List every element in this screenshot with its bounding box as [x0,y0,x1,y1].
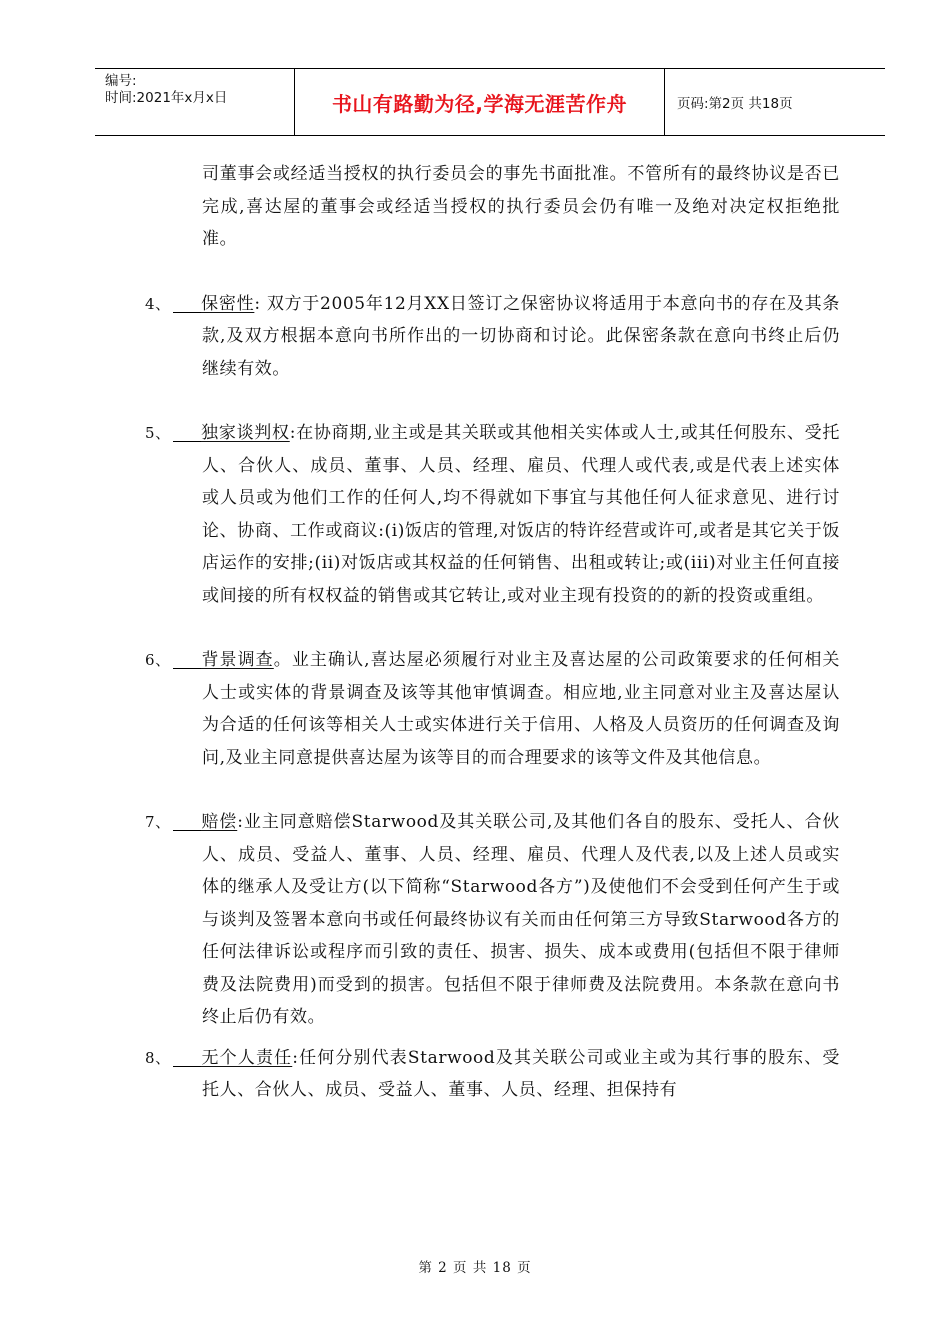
underline-lead [173,294,201,313]
clause-title: 独家谈判权 [201,423,290,443]
continuation-paragraph: 司董事会或经适当授权的执行委员会的事先书面批准。不管所有的最终协议是否已完成,喜达屋的董事会或经适当授权的执行委员会仍有唯一及绝对决定权拒绝批准。 [202,164,840,249]
clause-8 [145,1042,840,1107]
clause-4 [145,288,840,386]
clause-number: 5、 [145,424,171,442]
clause-6 [145,644,840,774]
page-header [95,68,885,136]
code-label: 编号: [105,73,137,89]
time-label: 时间:2021年x月x日 [105,90,228,106]
clause-title: 无个人责任 [201,1047,293,1068]
clause-title: 保密性 [201,293,255,314]
clause-5 [145,417,840,612]
page-footer: 第 2 页 共 18 页 [418,1260,532,1276]
underline-lead [173,423,201,442]
clause-text: :任何分别代表Starwood及其关联公司或业主或为其行事的股东、受托人、合伙人、成员、受益人、董事、人员、经理、担保持有 [202,1047,840,1100]
header-motto: 书山有路勤为径,学海无涯苦作舟 [295,69,665,135]
clause-title: 背景调查 [201,650,274,670]
underline-lead [173,650,201,669]
clause-number: 7、 [145,813,171,831]
clause-text: :业主同意赔偿Starwood及其关联公司,及其他们各自的股东、受托人、合伙人、成员、受益人、董事、人员、经理、雇员、代理人及代表,以及上述人员或实体的继承人及受让方(以下简称“Starwood各方”)及使他们不会受到任何产生于或与谈判及签署本意向书或任何最终协议有关而由任何第三方导致Starwood各方的任何法律诉讼或程序而引致的责任、损害、损失、成本或费用(包括但不限于律师费及法院费用)而受到的损害。包括但不限于律师费及法院费用。本条款在意向书终止后仍有效。 [202,812,841,1027]
document-body [145,158,840,1107]
clause-text: :在协商期,业主或是其关联或其他相关实体或人士,或其任何股东、受托人、合伙人、成员、董事、人员、经理、雇员、代理人或代表,或是代表上述实体或人员或为他们工作的任何人,均不得就如下事宜与其他任何人征求意见、进行讨论、协商、工作或商议:(i)饭店的管理,对饭店的特许经营或许可,或者是其它关于饭店运作的安排;(ii)对饭店或其权益的任何销售、出租或转让;或(iii)对业主任何直接或间接的所有权权益的销售或其它转让,或对业主现有投资的的新的投资或重组。 [202,423,841,606]
clause-number: 8、 [145,1048,171,1067]
underline-lead [173,812,201,831]
clause-7 [145,806,840,1034]
clause-title: 赔偿 [201,812,238,832]
underline-lead [173,1048,201,1067]
clause-number: 4、 [145,294,171,313]
header-page-label: 页码:第2页 共18页 [677,96,793,112]
clause-text: : 双方于2005年12月XX日签订之保密协议将适用于本意向书的存在及其条款,及双方根据本意向书所作出的一切协商和讨论。此保密条款在意向书终止后仍继续有效。 [202,293,840,379]
header-meta [95,69,295,135]
clause-number: 6、 [145,651,171,669]
clause-text: 。业主确认,喜达屋必须履行对业主及喜达屋的公司政策要求的任何相关人士或实体的背景调查及该等其他审慎调查。相应地,业主同意对业主及喜达屋认为合适的任何该等相关人士或实体进行关于信用、人格及人员资历的任何调查及询问,及业主同意提供喜达屋为该等目的而合理要求的该等文件及其他信息。 [202,650,840,768]
